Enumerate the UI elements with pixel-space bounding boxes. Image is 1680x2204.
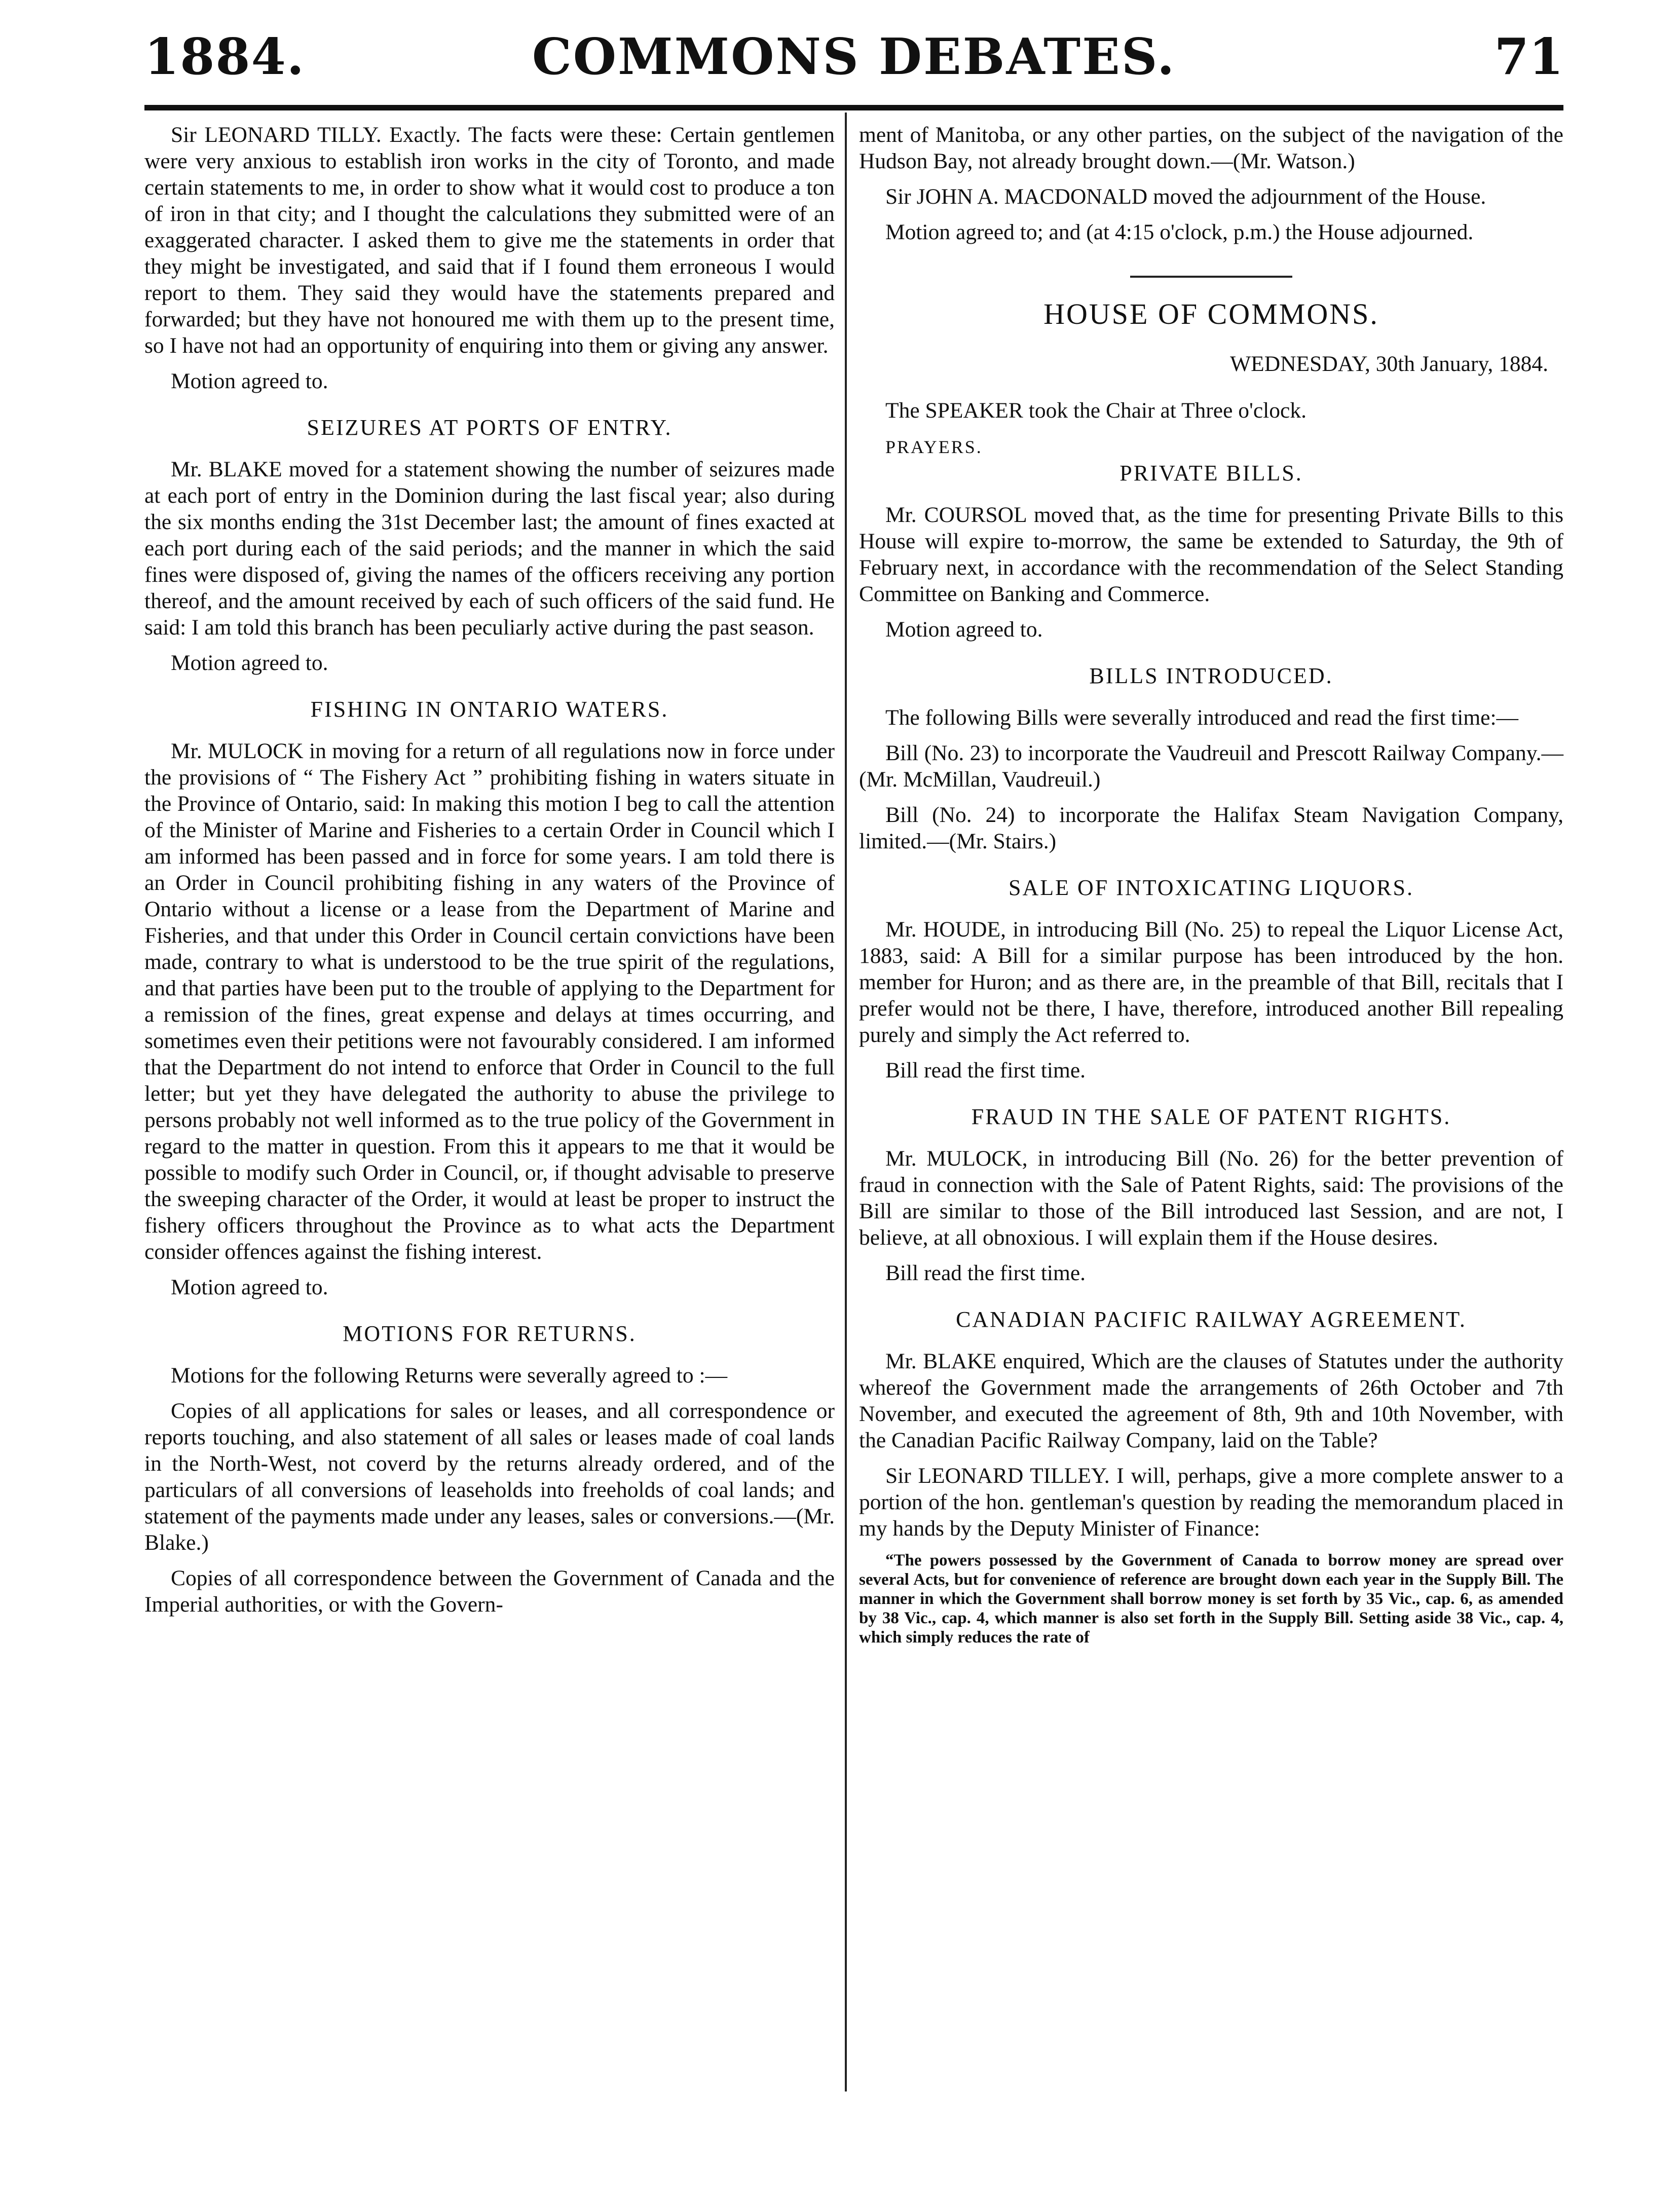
paragraph: Motion agreed to. [171,1275,328,1299]
header-rule [144,105,1563,110]
paragraph: Mr. MULOCK, in introducing Bill (No. 26) for the better prevention of fraud in connection with the Sale of Patent Rights, said: The provisions of the Bill are similar to those of the Bill introduced last Session, and are not, I believe, at all obnoxious. I will explain them if the House desires. [859,1146,1563,1250]
header-year: 1884. [144,28,305,86]
section-heading: SALE OF INTOXICATING LIQUORS. [1009,875,1414,900]
paragraph: Motion agreed to. [885,617,1043,642]
paragraph: Motion agreed to; and (at 4:15 o'clock, p.m.) the House adjourned. [885,220,1474,244]
column-divider [845,113,847,2091]
paragraph: Motion agreed to. [171,369,328,393]
paragraph: Bill read the first time. [885,1261,1086,1285]
header-title: COMMONS DEBATES. [532,28,1176,86]
paragraph: Copies of all correspondence between the Government of Canada and the Imperial authorities, or with the Govern- [144,1566,835,1617]
section-divider [1130,276,1292,278]
paragraph: Mr. BLAKE enquired, Which are the clauses of Statutes under the authority whereof the Government made the arrangements of 26th October and 7th November, and executed the agreement of 8th, 9th and 10th November, with the Canadian Pacific Railway Company, laid on the Table? [859,1349,1563,1452]
paragraph: Copies of all applications for sales or leases, and all correspondence or reports touching, and also statement of all sales or leases made of coal lands in the North-West, not coverd by the returns already ordered, and of the particulars of all conversions of leaseholds into freeholds of coal lands; and statement of the payments made under any leases, sales or conversions.—(Mr. Blake.) [144,1399,835,1555]
section-heading: MOTIONS FOR RETURNS. [343,1321,637,1346]
section-heading: FRAUD IN THE SALE OF PATENT RIGHTS. [971,1104,1451,1129]
section-heading: SEIZURES AT PORTS OF ENTRY. [307,415,673,440]
section-heading: BILLS INTRODUCED. [1089,663,1333,688]
paragraph: Sir LEONARD TILLEY. I will, perhaps, give a more complete answer to a portion of the hon. gentleman's question by reading the memorandum placed in my hands by the Deputy Minister of Finance: [859,1464,1563,1541]
paragraph: Bill (No. 23) to incorporate the Vaudreuil and Prescott Railway Company.—(Mr. McMillan, Vaudreuil.) [859,741,1563,792]
section-heading: PRIVATE BILLS. [1119,461,1303,485]
quoted-memorandum: “The powers possessed by the Government of Canada to borrow money are spread over several Acts, but for convenience of reference are brought down each year in the Supply Bill. The manner in which the Government shall borrow money is set forth by 35 Vic., cap. 6, as amended by 38 Vic., cap. 4, which manner is also set forth in the Supply Bill. Setting aside 38 Vic., cap. 4, which simply reduces the rate of [859,1551,1563,1647]
paragraph: Motions for the following Returns were severally agreed to :— [171,1363,728,1388]
paragraph: Sir JOHN A. MACDONALD moved the adjournment of the House. [885,184,1486,209]
page-number: 71 [1494,28,1563,86]
right-column [859,122,1563,1656]
section-heading: FISHING IN ONTARIO WATERS. [310,697,669,722]
paragraph: Motion agreed to. [171,651,328,675]
prayers-label: PRAYERS. [885,437,983,457]
paragraph: The following Bills were severally introduced and read the first time:— [885,705,1519,730]
paragraph: Bill read the first time. [885,1058,1086,1082]
left-column [144,122,835,1627]
paragraph: ment of Manitoba, or any other parties, on the subject of the navigation of the Hudson Bay, not already brought down.—(Mr. Watson.) [859,123,1563,173]
paragraph: Mr. COURSOL moved that, as the time for presenting Private Bills to this House will expire to-morrow, the same be extended to Saturday, the 9th of February next, in accordance with the recommendation of the Select Standing Committee on Banking and Commerce. [859,503,1563,606]
paragraph: Mr. MULOCK in moving for a return of all regulations now in force under the provisions of “ The Fishery Act ” prohibiting fishing in waters situate in the Province of Ontario, said: In making this motion I beg to call the attention of the Minister of Marine and Fisheries to a certain Order in Council which I am informed has been passed and in force for some years. I am told there is an Order in Council prohibiting fishing in any waters of the Province of Ontario without a license or a lease from the Department of Marine and Fisheries, and that under this Order in Council certain convictions have been made, contrary to what is understood to be the true spirit of the regulations, and that parties have been put to the trouble of applying to the Department for a remission of the fines, great expense and delays at times occurring, and sometimes even their petitions were not favourably considered. I am informed that the Department do not intend to enforce that Order in Council to the full letter; but yet they have delegated the authority to abuse the privilege to persons probably not well informed as to the true policy of the Government in regard to the matter in question. From this it appears to me that it would be possible to modify such Order in Council, or, if thought advisable to preserve the sweeping character of the Order, it would at least be proper to instruct the fishery officers throughout the Province as to what acts the Department consider offences against the fishing interest. [144,739,835,1264]
sitting-date: WEDNESDAY, 30th January, 1884. [1230,352,1548,376]
paragraph: Bill (No. 24) to incorporate the Halifax Steam Navigation Company, limited.—(Mr. Stairs.) [859,803,1563,853]
paragraph: Mr. HOUDE, in introducing Bill (No. 25) to repeal the Liquor License Act, 1883, said: A Bill for a similar purpose has been introduced by the hon. member for Huron; and as there are, in the preamble of that Bill, recitals that I prefer would not be there, I have, therefore, introduced another Bill repealing purely and simply the Act referred to. [859,917,1563,1047]
paragraph: Mr. BLAKE moved for a statement showing the number of seizures made at each port of entry in the Dominion during the last fiscal year; also during the six months ending the 31st December last; the amount of fines exacted at each port during each of the said periods; and the manner in which the said fines were disposed of, giving the names of the officers receiving any portion thereof, and the amount received by each of such officers of the said fund. He said: I am told this branch has been peculiarly active during the past season. [144,457,835,640]
paragraph: The SPEAKER took the Chair at Three o'clock. [885,398,1306,423]
section-heading: CANADIAN PACIFIC RAILWAY AGREEMENT. [956,1307,1467,1332]
major-heading: HOUSE OF COMMONS. [1043,297,1379,330]
paragraph: Sir LEONARD TILLY. Exactly. The facts were these: Certain gentlemen were very anxious to establish iron works in the city of Toronto, and made certain statements to me, in order to show what it would cost to produce a ton of iron in that city; and I thought the calculations they submitted were of an exaggerated character. I asked them to give me the statements in order that they might be investigated, and said that if I found them erroneous I would report to them. They said they would have the statements prepared and forwarded; but they have not honoured me with them up to the present time, so I have not had an opportunity of enquiring into them or giving any answer. [144,123,835,358]
page-header [144,28,1563,104]
